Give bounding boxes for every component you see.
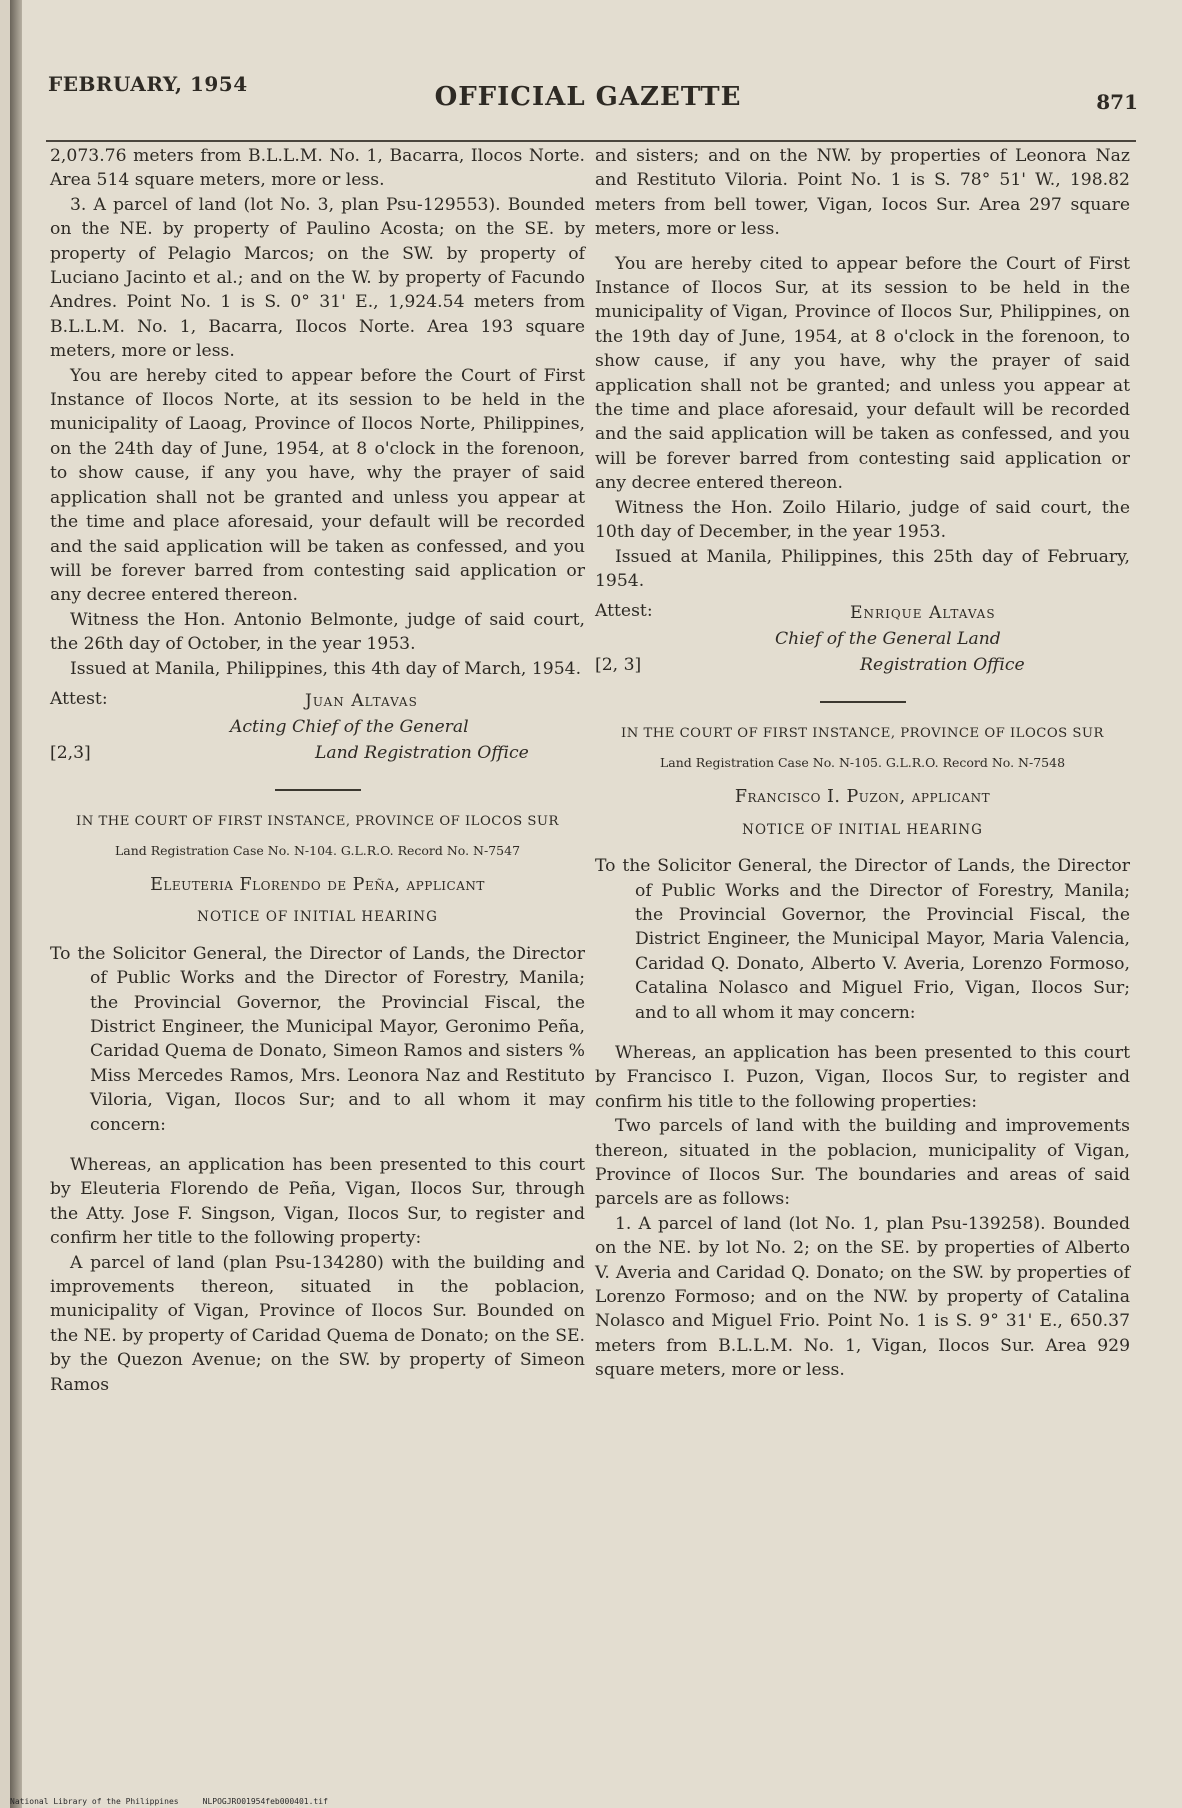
paragraph: Whereas, an application has been presented to this court by Eleuteria Florendo de Peña, Vigan, Ilocos Sur, through the Atty. Jose F. Singson, Vigan, Ilocos Sur, to register and confirm her title to the following property: [50,1155,585,1249]
paragraph: 1. A parcel of land (lot No. 1, plan Psu-139258). Bounded on the NE. by lot No. 2; on the SE. by properties of Alberto V. Averia and Caridad Q. Donato; on the SW. by properties of Lorenzo Formoso; and on the NW. by property of Catalina Nolasco and Miguel Frio. Point No. 1 is S. 9° 31' E., 650.37 meters from B.L.L.M. No. 1, Vigan, Ilocos Sur. Area 929 square meters, more or less. [595,1213,1130,1381]
header-page-number: 871 [1096,90,1138,114]
attest-name: Enrique Altavas [850,603,996,624]
applicant-name: Francisco I. Puzon, applicant [734,787,991,808]
paragraph: Witness the Hon. Antonio Belmonte, judge of said court, the 26th day of October, in the year 1953. [50,609,585,655]
paragraph: and sisters; and on the NW. by properties of Leonora Naz and Restituto Viloria. Point No. 1 is S. 78° 51' W., 198.82 meters from bell tower, Vigan, Iocos Sur. Area 297 square meters, more or less. [595,146,1130,240]
paragraph: 2,073.76 meters from B.L.L.M. No. 1, Bacarra, Ilocos Norte. Area 514 square meters, more or less. [50,146,585,191]
attest-title-line2: Land Registration Office [315,742,529,763]
attest-title-line1: Chief of the General Land [775,629,1001,650]
right-column [595,144,1130,1383]
notice-heading: NOTICE OF INITIAL HEARING [197,909,438,926]
addressee-block: To the Solicitor General, the Director of Lands, the Director of Public Works and the Director of Forestry, Manila; the Provincial Governor, the Provincial Fiscal, the District Engineer, the Municipal Mayor, Geronimo Peña, Caridad Quema de Donato, Simeon Ramos and sisters % Miss Mercedes Ramos, Mrs. Leonora Naz and Restituto Viloria, Vigan, Ilocos Sur; and to all whom it may concern: [50,943,585,1135]
court-heading: IN THE COURT OF FIRST INSTANCE, PROVINCE OF ILOCOS SUR [76,813,559,829]
paragraph: 3. A parcel of land (lot No. 3, plan Psu-129553). Bounded on the NE. by property of Paulino Acosta; on the SE. by property of Pelagio Marcos; on the SW. by property of Luciano Jacinto et al.; and on the W. by property of Facundo Andres. Point No. 1 is S. 0° 31' E., 1,924.54 meters from B.L.L.M. No. 1, Bacarra, Ilocos Norte. Area 193 square meters, more or less. [50,194,585,362]
addressee-block: To the Solicitor General, the Director of Lands, the Director of Public Works and the Director of Forestry, Manila; the Provincial Governor, the Provincial Fiscal, the District Engineer, the Municipal Mayor, Maria Valencia, Caridad Q. Donato, Alberto V. Averia, Lorenzo Formoso, Catalina Nolasco and Miguel Frio, Vigan, Ilocos Sur; and to all whom it may concern: [595,856,1130,1023]
section-divider [275,789,361,791]
page-binding-edge [10,0,22,1808]
archive-footer: National Library of the Philippines NLPOGJRO01954feb000401.tif [10,1797,328,1806]
attest-reference: [2, 3] [595,655,642,676]
paragraph: Whereas, an application has been presented to this court by Francisco I. Puzon, Vigan, Ilocos Sur, to register and confirm his title to the following properties: [595,1042,1130,1112]
case-number: Land Registration Case No. N-105. G.L.R.O. Record No. N-7548 [659,755,1066,771]
attest-name: Juan Altavas [305,690,418,711]
paragraph: Issued at Manila, Philippines, this 4th day of March, 1954. [70,658,582,679]
attest-reference: [2,3] [50,742,91,763]
page-header [38,62,1138,112]
paragraph: You are hereby cited to appear before the Court of First Instance of Ilocos Norte, at its session to be held in the municipality of Laoag, Province of Ilocos Norte, Philippines, on the 24th day of June, 1954, at 8 o'clock in the forenoon, to show cause, if any you have, why the prayer of said application shall not be granted and unless you appear at the time and place aforesaid, your default will be recorded and the said application will be taken as confessed, and you will be forever barred from contesting said application or any decree entered thereon. [50,365,585,606]
attest-block [595,599,1130,681]
attest-label: Attest: [595,601,653,622]
attest-label: Attest: [50,688,108,709]
section-divider [820,701,906,703]
paragraph: Witness the Hon. Zoilo Hilario, judge of said court, the 10th day of December, in the year 1953. [595,497,1130,543]
attest-title-line2: Registration Office [860,655,1025,676]
paragraph: You are hereby cited to appear before the Court of First Instance of Ilocos Sur, at its session to be held in the municipality of Vigan, Province of Ilocos Sur, Philippines, on the 19th day of June, 1954, at 8 o'clock in the forenoon, to show cause, if any you have, why the prayer of said application shall not be granted; and unless you appear at the time and place aforesaid, your default will be recorded and the said application will be taken as confessed, and you will be forever barred from contesting said application or any decree entered thereon. [595,253,1130,494]
paragraph: Two parcels of land with the building and improvements thereon, situated in the poblacion, municipality of Vigan, Province of Ilocos Sur. The boundaries and areas of said parcels are as follows: [595,1116,1130,1210]
notice-heading: NOTICE OF INITIAL HEARING [742,821,983,838]
header-title: OFFICIAL GAZETTE [434,82,742,112]
paragraph: Issued at Manila, Philippines, this 25th day of February, 1954. [595,546,1130,591]
attest-title-line1: Acting Chief of the General [230,716,469,737]
applicant-name: Eleuteria Florendo de Peña, applicant [150,874,485,895]
header-rule [46,140,1136,142]
paragraph: A parcel of land (plan Psu-134280) with the building and improvements thereon, situated in the poblacion, municipality of Vigan, Province of Ilocos Sur. Bounded on the NE. by property of Caridad Quema de Donato; on the SE. by the Quezon Avenue; on the SW. by property of Simeon Ramos [50,1252,585,1395]
left-column [50,144,585,1397]
scanned-page [10,0,1182,1808]
header-date: FEBRUARY, 1954 [48,72,248,96]
court-heading: IN THE COURT OF FIRST INSTANCE, PROVINCE OF ILOCOS SUR [621,726,1104,742]
attest-block [50,687,585,769]
case-number: Land Registration Case No. N-104. G.L.R.O. Record No. N-7547 [114,842,521,858]
